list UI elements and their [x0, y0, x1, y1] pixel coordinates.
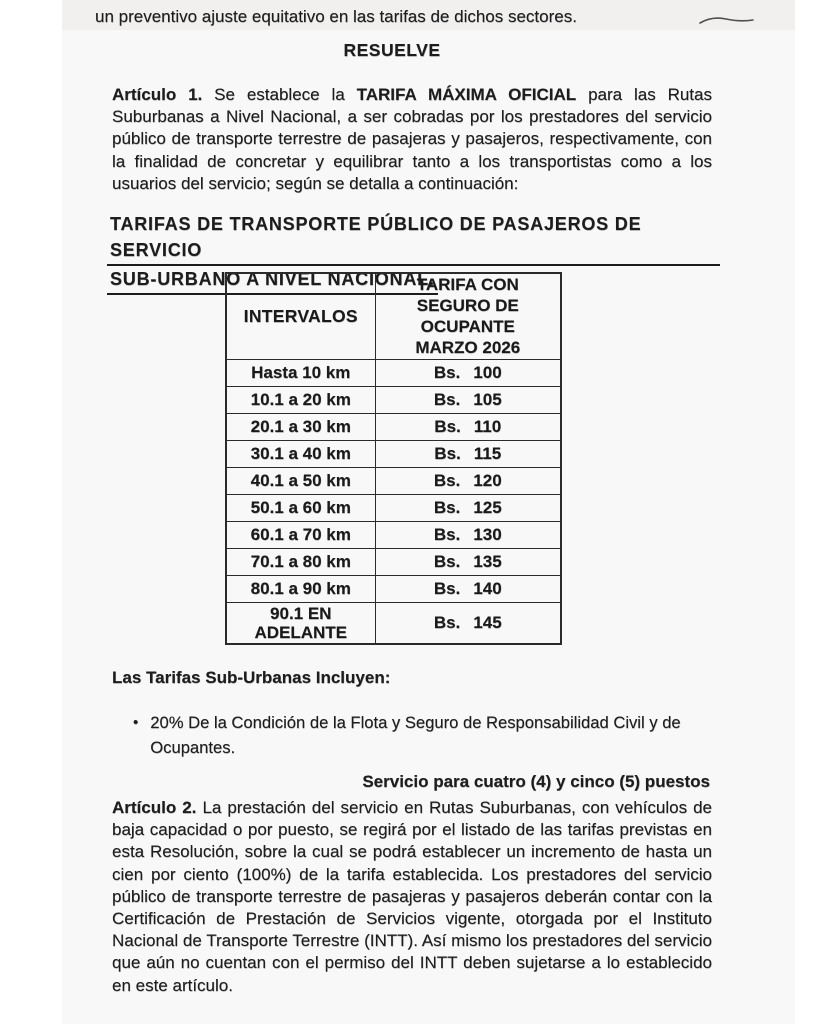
tariff-cell — [375, 494, 561, 521]
currency-label: Bs. — [433, 470, 461, 490]
amount-value: 115 — [473, 443, 502, 463]
tariff-cell — [375, 602, 561, 644]
intro-continuation-line: un preventivo ajuste equitativo en las tarifas de dichos sectores. — [95, 7, 577, 26]
tariff-table-body — [226, 359, 561, 644]
currency-label: Bs. — [433, 612, 461, 632]
interval-cell: Hasta 10 km — [226, 359, 375, 386]
table-row — [226, 467, 561, 494]
bullet-text: 20% De la Condición de la Flota y Seguro de Responsabilidad Civil y de Ocupantes. — [150, 713, 681, 757]
tariff-table — [225, 272, 562, 645]
incluyen-heading: Las Tarifas Sub-Urbanas Incluyen: — [112, 668, 391, 687]
table-row — [226, 359, 561, 386]
resuelve-heading: RESUELVE — [343, 40, 441, 60]
currency-label: Bs. — [433, 578, 461, 598]
currency-label: Bs. — [433, 497, 461, 517]
table-row — [226, 521, 561, 548]
interval-cell: 30.1 a 40 km — [226, 440, 375, 467]
table-row — [226, 602, 561, 644]
tarifa-column-header: TARIFA CON SEGURO DE OCUPANTE MARZO 2026 — [375, 273, 561, 359]
articulo1-bold-phrase: TARIFA MÁXIMA OFICIAL — [356, 85, 577, 104]
amount-value: 125 — [473, 497, 502, 517]
articulo2-label: Artículo 2. — [112, 798, 197, 817]
table-row — [226, 548, 561, 575]
tariff-cell — [375, 359, 561, 386]
interval-cell: 50.1 a 60 km — [226, 494, 375, 521]
tariff-cell — [375, 413, 561, 440]
table-row — [226, 440, 561, 467]
interval-cell: 80.1 a 90 km — [226, 575, 375, 602]
interval-cell: 20.1 a 30 km — [226, 413, 375, 440]
interval-cell: 10.1 a 20 km — [226, 386, 375, 413]
table-row — [226, 494, 561, 521]
servicio-subheading: Servicio para cuatro (4) y cinco (5) puestos — [362, 772, 710, 791]
currency-label: Bs. — [433, 524, 461, 544]
tariff-table-header — [226, 273, 561, 359]
tariff-section-title-line2: SUB-URBANO A NIVEL NACIONAL. — [107, 266, 438, 295]
bullet-icon: • — [133, 714, 139, 731]
interval-cell: 60.1 a 70 km — [226, 521, 375, 548]
amount-value: 105 — [473, 389, 502, 409]
tariff-cell — [375, 521, 561, 548]
pen-squiggle-mark — [698, 12, 756, 28]
bullet-list-item — [133, 710, 705, 760]
articulo1-text-post: para las Rutas Suburbanas a Nivel Nacional, a ser cobradas por los prestadores del servicio público de transporte terrestre de pasajeras y pasajeros, respectivamente, con la finalidad de concretar y equilibrar tanto a los transportistas como a los usuarios del servicio; según se detalla a continuación: — [112, 85, 712, 193]
tariff-section-title-line1: TARIFAS DE TRANSPORTE PÚBLICO DE PASAJEROS DE SERVICIO — [107, 211, 720, 266]
amount-value: 110 — [473, 416, 502, 436]
amount-value: 130 — [473, 524, 502, 544]
articulo2-text: La prestación del servicio en Rutas Suburbanas, con vehículos de baja capacidad o por puesto, se regirá por el listado de las tarifas previstas en esta Resolución, sobre la cual se podrá establecer un incremento de hasta un cien por ciento (100%) de la tarifa establecida. Los prestadores del servicio público de transporte terrestre de pasajeras y pasajeros deberán contar con la Certificación de Prestación de Servicios vigente, otorgada por el Instituto Nacional de Transporte Terrestre (INTT). Así mismo los prestadores del servicio que aún no cuentan con el permiso del INTT deben sujetarse a lo establecido en este artículo. — [112, 798, 713, 995]
interval-cell: 90.1 EN ADELANTE — [226, 602, 375, 644]
tariff-cell — [375, 467, 561, 494]
tariff-cell — [375, 386, 561, 413]
intervals-column-header: INTERVALOS — [226, 273, 375, 359]
currency-label: Bs. — [433, 362, 461, 382]
currency-label: Bs. — [433, 551, 461, 571]
interval-cell: 70.1 a 80 km — [226, 548, 375, 575]
table-row — [226, 575, 561, 602]
currency-label: Bs. — [434, 416, 461, 436]
amount-value: 100 — [473, 362, 502, 382]
interval-cell: 40.1 a 50 km — [226, 467, 375, 494]
tariff-cell — [375, 575, 561, 602]
amount-value: 145 — [473, 612, 502, 632]
amount-value: 135 — [473, 551, 502, 571]
articulo2-paragraph — [112, 797, 712, 997]
table-row — [226, 413, 561, 440]
currency-label: Bs. — [433, 389, 461, 409]
tariff-cell — [375, 548, 561, 575]
articulo1-paragraph — [112, 84, 712, 195]
articulo1-text-pre: Se establece la — [214, 85, 345, 104]
header-row — [226, 273, 561, 359]
amount-value: 140 — [473, 578, 502, 598]
table-row — [226, 386, 561, 413]
tariff-cell — [375, 440, 561, 467]
currency-label: Bs. — [434, 443, 461, 463]
articulo1-label: Artículo 1. — [112, 85, 203, 104]
amount-value: 120 — [473, 470, 502, 490]
